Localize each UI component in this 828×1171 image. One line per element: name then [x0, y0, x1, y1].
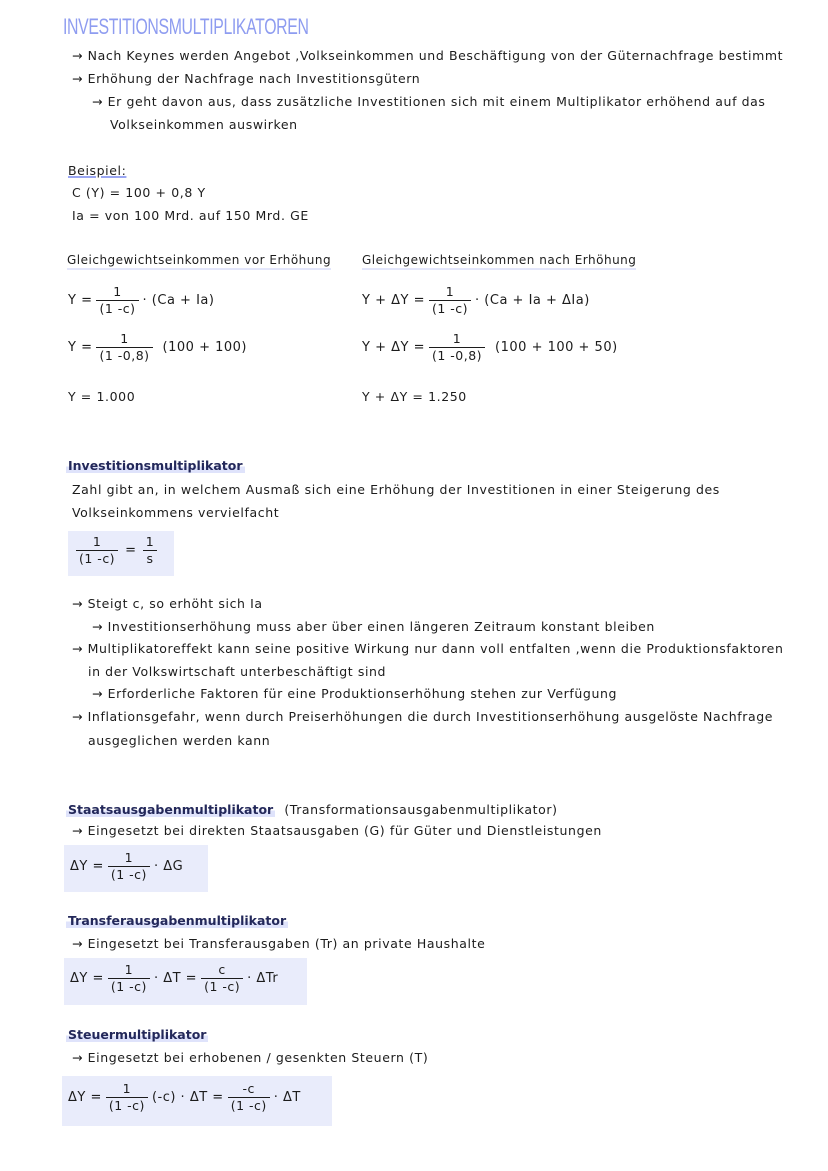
- invest-desc-1: Zahl gibt an, in welchem Ausmaß sich eine Erhöhung der Investitionen in einer Steigerung des: [72, 482, 720, 497]
- after-formula-2: [362, 331, 618, 364]
- steuer-heading: Steuermultiplikator: [68, 1027, 207, 1042]
- staat-f-rhs: · ΔG: [153, 859, 184, 874]
- transfer-f-lhs: ΔY =: [70, 971, 104, 986]
- invest-formula: [72, 534, 161, 567]
- staat-heading-row: [66, 799, 558, 818]
- after-f1-num: 1: [445, 284, 455, 299]
- transfer-f-rhs: · ΔTr: [247, 971, 279, 986]
- before-f1-rhs: · (Ca + Ia): [142, 293, 215, 308]
- intro-line-3b: Volkseinkommen auswirken: [110, 117, 298, 132]
- before-f2-lhs: Y =: [68, 340, 93, 355]
- transfer-f-den1: (1 -c): [108, 978, 150, 995]
- before-f1-lhs: Y =: [68, 293, 93, 308]
- example-line-2: Ia = von 100 Mrd. auf 150 Mrd. GE: [72, 208, 309, 223]
- invest-bullet-2c: → Erforderliche Faktoren für eine Produktionserhöhung stehen zur Verfügung: [92, 686, 618, 701]
- staat-f-lhs: ΔY =: [70, 859, 104, 874]
- invest-heading: Investitionsmultiplikator: [68, 458, 243, 473]
- before-formula-2: [68, 331, 247, 364]
- steuer-formula: [68, 1081, 301, 1114]
- staat-heading: Staatsausgabenmultiplikator: [68, 802, 274, 817]
- example-label: Beispiel:: [68, 163, 127, 178]
- steuer-f-num2: -c: [242, 1081, 255, 1096]
- staat-f-num: 1: [124, 850, 134, 865]
- steuer-f-lhs: ΔY =: [68, 1090, 102, 1105]
- steuer-f-den2: (1 -c): [228, 1097, 270, 1114]
- steuer-f-num1: 1: [122, 1081, 132, 1096]
- invest-f-den1: (1 -c): [76, 550, 118, 567]
- after-f2-rhs: (100 + 100 + 50): [495, 340, 618, 355]
- intro-line-1: → Nach Keynes werden Angebot ,Volkseinkommen und Beschäftigung von der Güternachfrage bestimmt: [72, 48, 784, 63]
- staat-formula: [70, 850, 183, 883]
- after-f2-lhs: Y + ΔY =: [362, 340, 425, 355]
- before-f2-rhs: (100 + 100): [162, 340, 247, 355]
- before-f1-num: 1: [113, 284, 122, 299]
- staat-line: → Eingesetzt bei direkten Staatsausgaben (G) für Güter und Dienstleistungen: [72, 823, 602, 838]
- before-formula-1: [68, 284, 214, 317]
- transfer-f-num1: 1: [124, 962, 134, 977]
- steuer-f-den1: (1 -c): [106, 1097, 148, 1114]
- invest-bullet-2b: in der Volkswirtschaft unterbeschäftigt sind: [88, 664, 387, 679]
- before-f2-num: 1: [120, 331, 129, 346]
- invest-bullet-1a: → Investitionserhöhung muss aber über einen längeren Zeitraum konstant bleiben: [92, 619, 655, 634]
- invest-desc-2: Volkseinkommens vervielfacht: [72, 505, 280, 520]
- steuer-f-rhs: · ΔT: [273, 1090, 301, 1105]
- staat-heading-extra: (Transformationsausgabenmultiplikator): [284, 802, 558, 817]
- transfer-heading: Transferausgabenmultiplikator: [68, 913, 287, 928]
- invest-f-den2: s: [143, 550, 156, 567]
- invest-f-num1: 1: [92, 534, 102, 549]
- after-f2-num: 1: [452, 331, 462, 346]
- after-f1-den: (1 -c): [429, 300, 471, 317]
- staat-f-den: (1 -c): [108, 866, 150, 883]
- transfer-line: → Eingesetzt bei Transferausgaben (Tr) an private Haushalte: [72, 936, 486, 951]
- invest-bullet-3b: ausgeglichen werden kann: [88, 733, 271, 748]
- after-heading: Gleichgewichtseinkommen nach Erhöhung: [362, 253, 636, 270]
- example-line-1: C (Y) = 100 + 0,8 Y: [72, 185, 206, 200]
- before-heading: Gleichgewichtseinkommen vor Erhöhung: [67, 253, 331, 270]
- invest-bullet-1: → Steigt c, so erhöht sich Ia: [72, 596, 263, 611]
- page-title: INVESTITIONSMULTIPLIKATOREN: [63, 14, 309, 39]
- steuer-f-mid: (-c) · ΔT =: [151, 1090, 224, 1105]
- steuer-line: → Eingesetzt bei erhobenen / gesenkten Steuern (T): [72, 1050, 429, 1065]
- invest-bullet-2a: → Multiplikatoreffekt kann seine positive Wirkung nur dann voll entfalten ,wenn die Produktionsfaktoren: [72, 641, 784, 656]
- before-f2-den: (1 -0,8): [96, 347, 152, 364]
- before-result: Y = 1.000: [68, 389, 136, 404]
- after-f2-den: (1 -0,8): [429, 347, 485, 364]
- intro-line-2: → Erhöhung der Nachfrage nach Investitionsgütern: [72, 71, 421, 86]
- invest-f-num2: 1: [145, 534, 155, 549]
- invest-f-eq: =: [125, 543, 137, 558]
- transfer-f-num2: c: [218, 962, 226, 977]
- after-f1-lhs: Y + ΔY =: [362, 293, 425, 308]
- transfer-formula: [70, 962, 278, 995]
- transfer-f-den2: (1 -c): [201, 978, 243, 995]
- after-result: Y + ΔY = 1.250: [362, 389, 467, 404]
- intro-line-3a: → Er geht davon aus, dass zusätzliche Investitionen sich mit einem Multiplikator erhöhend auf das: [92, 94, 766, 109]
- after-f1-rhs: · (Ca + Ia + ΔIa): [475, 293, 590, 308]
- invest-bullet-3a: → Inflationsgefahr, wenn durch Preiserhöhungen die durch Investitionserhöhung ausgelöste Nachfrage: [72, 709, 774, 724]
- transfer-f-mid: · ΔT =: [153, 971, 198, 986]
- after-formula-1: [362, 284, 590, 317]
- before-f1-den: (1 -c): [96, 300, 138, 317]
